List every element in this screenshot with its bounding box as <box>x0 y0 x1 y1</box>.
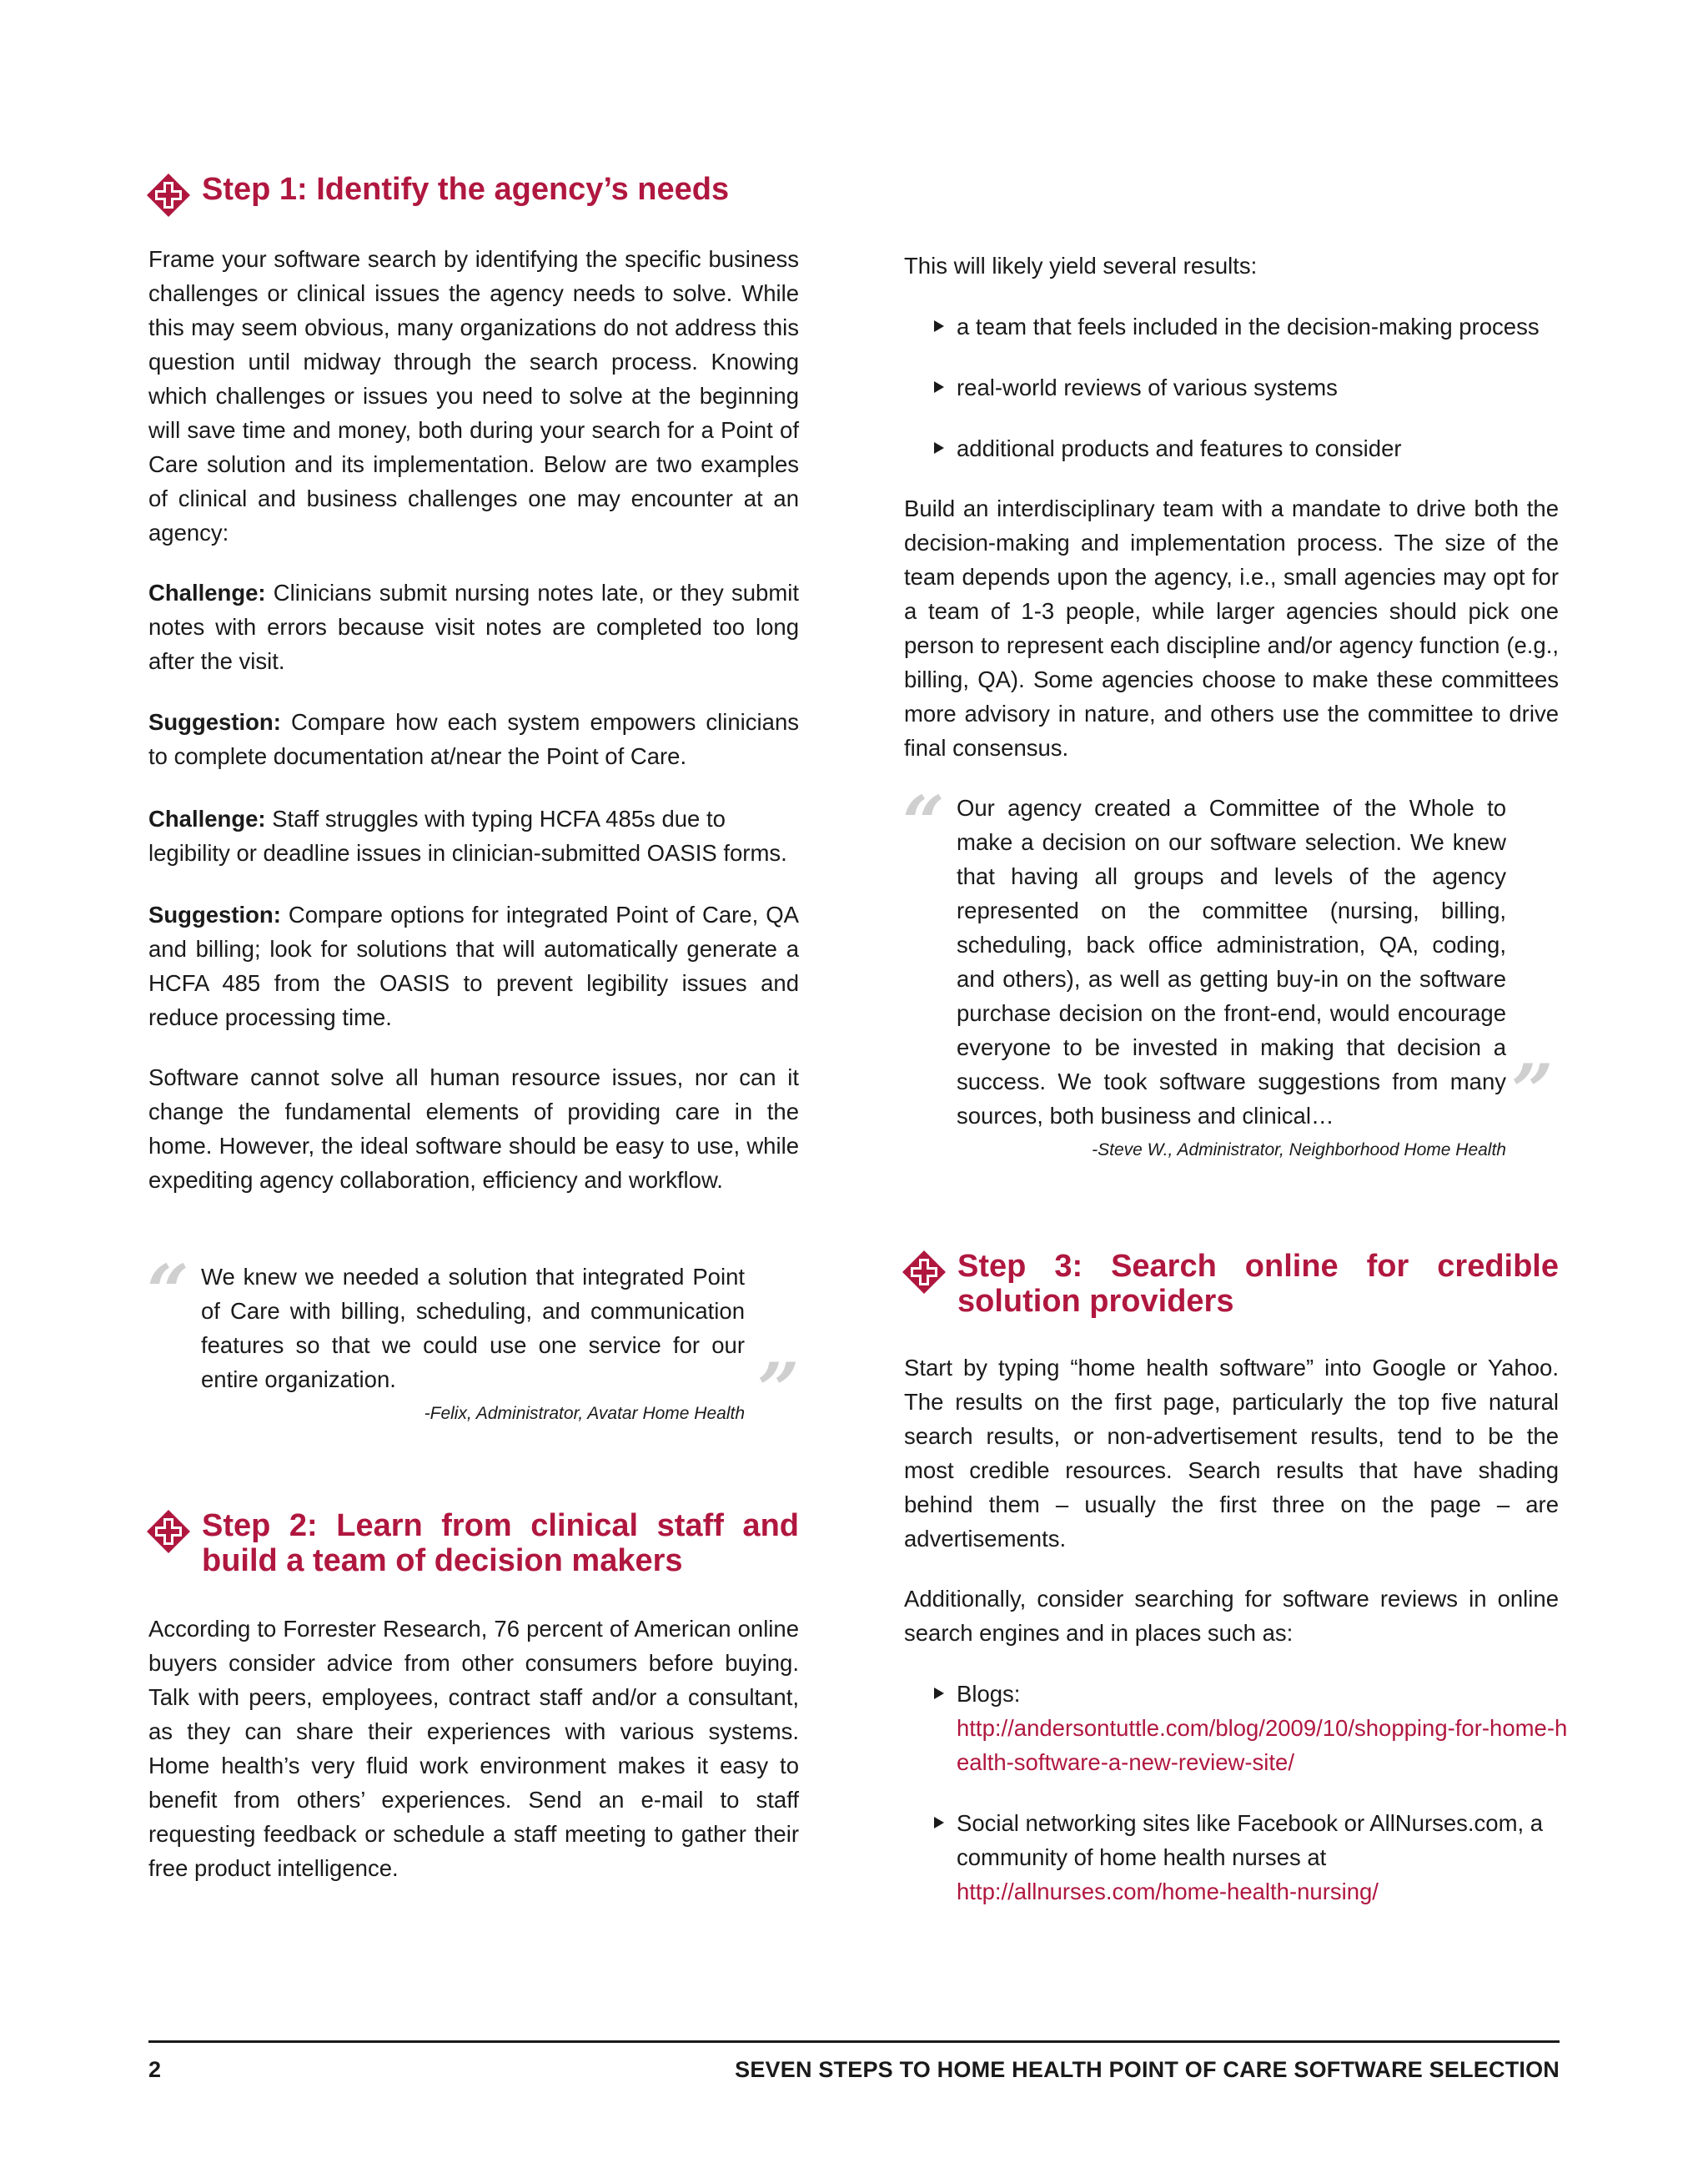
suggestion-text: Compare options for integrated Point of Care, QA and billing; look for solutions that will automatically generate a HCFA 485 from the OASIS to prevent legibility issues and reduce processing time. <box>148 902 799 1030</box>
suggestion-text: Compare how each system empowers clinicians to complete documentation at/near the Point of Care. <box>148 709 799 769</box>
step1-suggestion-2 <box>148 898 799 1034</box>
step3-body: Start by typing “home health software” into Google or Yahoo. The results on the first page, particularly the top five natural search results, or non-advertisement results, tend to be the most credible resources. Search results that have shading behind them – usually the first three on the page – are advertisements. <box>904 1355 1559 1552</box>
step2-title: Step 2: Learn from clinical staff and build a team of decision makers <box>202 1508 799 1578</box>
blog-link[interactable]: http://andersontuttle.com/blog/2009/10/shopping-for-home-health-software-a-new-review-site/ <box>957 1715 1568 1775</box>
triangle-bullet-icon <box>934 1688 944 1699</box>
close-quote-icon: ” <box>1511 1048 1554 1134</box>
step3-heading <box>904 1249 1559 1319</box>
quote-attribution: -Felix, Administrator, Avatar Home Health <box>424 1404 745 1423</box>
quote-text: Our agency created a Committee of the Whole to make a decision on our software selection. We knew that having all groups and levels of the agency represented on the committee (nursing, billing, scheduling, back office administration, QA, coding, and others), as well as getting buy-in on the software purchase decision on the front-end, would encourage everyone to be invested in making that decision a success. We took software suggestions from many sources, both business and clinical… <box>957 795 1506 1129</box>
triangle-bullet-icon <box>934 381 944 393</box>
suggestion-label: Suggestion: <box>148 902 281 928</box>
step1-title: Step 1: Identify the agency’s needs <box>202 172 730 207</box>
open-quote-icon: “ <box>147 1248 189 1335</box>
challenge-label: Challenge: <box>148 580 266 606</box>
step3-title: Step 3: Search online for credible solution providers <box>957 1249 1559 1319</box>
quote-attribution: -Steve W., Administrator, Neighborhood Home Health <box>1092 1140 1506 1159</box>
open-quote-icon: “ <box>902 779 945 866</box>
challenge-label: Challenge: <box>148 806 266 832</box>
results-list <box>904 309 1571 465</box>
diamond-cross-icon <box>145 172 192 219</box>
challenge-text: Staff struggles with typing HCFA 485s due to legibility or deadline issues in clinician-submitted OASIS forms. <box>148 806 787 866</box>
list-item: Blogs: http://andersontuttle.com/blog/2009/10/shopping-for-home-health-software-a-new-review-site/ <box>904 1677 1580 1779</box>
step1-challenge-2 <box>148 802 810 870</box>
list-item: additional products and features to consider <box>904 431 1571 465</box>
sources-list <box>904 1677 1580 1909</box>
challenge-text: Clinicians submit nursing notes late, or they submit notes with errors because visit notes are completed too long after the visit. <box>148 580 799 674</box>
step1-closing: Software cannot solve all human resource issues, nor can it change the fundamental elements of providing care in the home. However, the ideal software should be easy to use, while expediting agency collaboration, efficiency and workflow. <box>148 1064 799 1193</box>
page-number: 2 <box>148 2057 162 2082</box>
suggestion-label: Suggestion: <box>148 709 281 735</box>
step1-heading <box>148 172 816 207</box>
triangle-bullet-icon <box>934 1817 944 1828</box>
results-intro: This will likely yield several results: <box>904 253 1258 279</box>
step1-intro: Frame your software search by identifying the specific business challenges or clinical issues the agency needs to solve. While this may seem obvious, many organizations do not address this question until midway through the search process. Knowing which challenges or issues you need to solve at the beginning will save time and money, both during your search for a Point of Care solution and its implementation. Below are two examples of clinical and business challenges one may encounter at an agency: <box>148 246 799 546</box>
triangle-bullet-icon <box>934 442 944 454</box>
diamond-cross-icon <box>145 1508 192 1555</box>
step1-suggestion-1 <box>148 705 799 773</box>
list-item: real-world reviews of various systems <box>904 370 1571 405</box>
footer-divider <box>148 2040 1560 2043</box>
step2-body: According to Forrester Research, 76 percent of American online buyers consider advice from other consumers before buying. Talk with peers, employees, contract staff and/or a consultant, as they can share their experiences with various systems. Home health’s very fluid work environment makes it easy to benefit from others’ experiences. Send an e-mail to staff requesting feedback or schedule a staff meeting to gather their free product intelligence. <box>148 1616 799 1881</box>
document-title: SEVEN STEPS TO HOME HEALTH POINT OF CARE SOFTWARE SELECTION <box>735 2057 1560 2082</box>
step1-challenge-1 <box>148 576 799 678</box>
list-item: a team that feels included in the decision-making process <box>904 309 1571 344</box>
list-item: Social networking sites like Facebook or AllNurses.com, a community of home health nurses at http://allnurses.com/home-health-nursing/ <box>904 1806 1580 1909</box>
step2-quote <box>902 779 1554 1163</box>
diamond-cross-icon <box>901 1249 947 1295</box>
allnurses-link[interactable]: http://allnurses.com/home-health-nursing/ <box>957 1879 1379 1904</box>
quote-text: We knew we needed a solution that integrated Point of Care with billing, scheduling, and communication features so that we could use one service for our entire organization. <box>201 1264 745 1392</box>
step1-quote <box>147 1248 800 1433</box>
step3-additional: Additionally, consider searching for software reviews in online search engines and in places such as: <box>904 1586 1559 1646</box>
close-quote-icon: ” <box>757 1346 800 1433</box>
step2-heading <box>148 1508 799 1578</box>
step2-team: Build an interdisciplinary team with a mandate to drive both the decision-making and implementation process. The size of the team depends upon the agency, i.e., small agencies may opt for a team of 1-3 people, while larger agencies should pick one person to represent each discipline and/or agency function (e.g., billing, QA). Some agencies choose to make these committees more advisory in nature, and others use the committee to drive final consensus. <box>904 495 1559 761</box>
triangle-bullet-icon <box>934 320 944 332</box>
